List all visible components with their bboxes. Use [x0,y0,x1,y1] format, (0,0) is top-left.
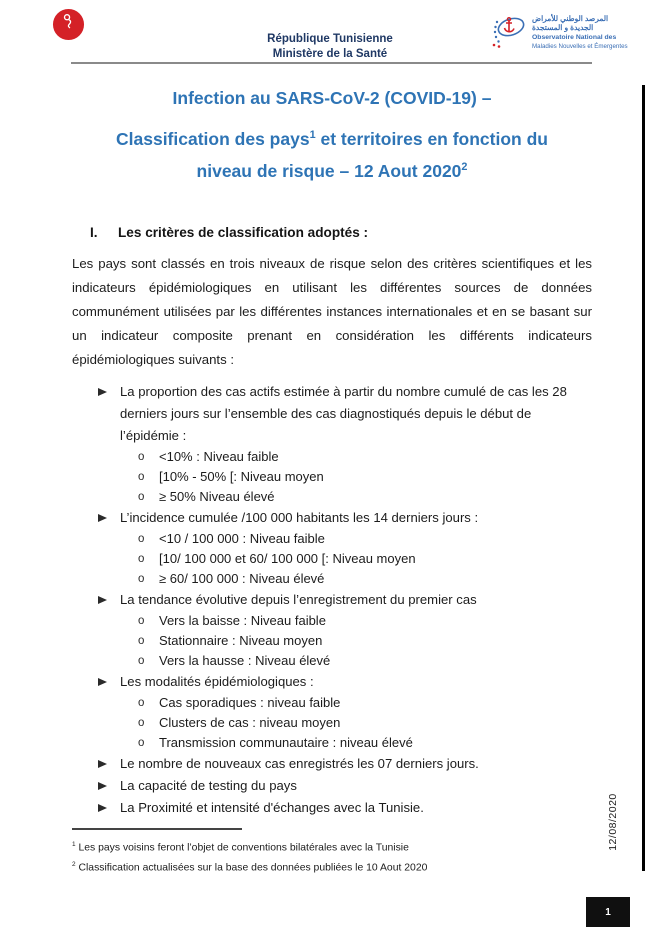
level-text: ≥ 50% Niveau élevé [159,488,275,504]
level-text: [10% - 50% [: Niveau moyen [159,468,324,484]
criterion-item-6 [72,775,592,797]
level-text: <10 / 100 000 : Niveau faible [159,530,325,546]
observatory-arabic-line1: المرصد الوطني للأمراض [532,14,609,23]
criterion-item-4 [72,671,592,693]
circle-bullet-icon: o [138,654,145,667]
arrow-bullet-icon [98,507,120,529]
level-text: ≥ 60/ 100 000 : Niveau élevé [159,570,325,586]
page-number-badge [586,897,630,927]
circle-bullet-icon: o [138,532,145,545]
criterion-item-5 [72,753,592,775]
level-text: Transmission communautaire : niveau élevé [159,734,413,750]
criterion-3-level-1 [72,611,592,631]
level-text: Vers la baisse : Niveau faible [159,612,326,628]
arrow-bullet-icon [98,671,120,693]
observatory-text-block [532,12,628,57]
observatory-french-line2: Maladies Nouvelles et Émergentes [532,42,628,50]
criterion-1-level-3 [72,487,592,507]
footnote-divider [72,828,242,830]
circle-bullet-icon: o [138,450,145,463]
criterion-item-1 [72,381,592,447]
footnote-ref-1: 1 [309,129,316,141]
republic-line: République Tunisienne [267,33,393,45]
circle-bullet-icon: o [138,490,145,503]
circle-bullet-icon: o [138,572,145,585]
title-line-2 [72,121,592,153]
right-border-rule [642,85,645,871]
circle-bullet-icon: o [138,736,145,749]
criterion-item-7 [72,797,592,819]
title-line-2-rest: et territoires en fonction du [315,128,548,149]
footnotes-block [72,828,592,876]
circle-bullet-icon: o [138,716,145,729]
sidebar-date: 12/08/2020 [607,793,619,851]
criterion-1-level-1 [72,447,592,467]
arrow-bullet-icon [98,589,120,611]
page-number: 1 [605,906,611,918]
criterion-4-level-2 [72,713,592,733]
observatory-emblem-icon [490,12,528,57]
criterion-2-level-1 [72,529,592,549]
level-text: Clusters de cas : niveau moyen [159,714,341,730]
document-title [72,84,592,185]
circle-bullet-icon: o [138,634,145,647]
criterion-4-level-3 [72,733,592,753]
footnote-ref-2: 2 [461,160,468,173]
footnote-1-ref: 1 [72,840,76,848]
criterion-item-2 [72,507,592,529]
observatory-french-line1: Observatoire National des [532,34,617,41]
level-text: Stationnaire : Niveau moyen [159,632,323,648]
criterion-text: L’incidence cumulée /100 000 habitants les 14 derniers jours : [120,509,479,525]
title-line-3 [72,153,592,185]
observatory-arabic-line2: الجديدة و المستجدة [532,23,594,32]
criterion-1-level-2 [72,467,592,487]
observatory-logo [490,12,628,57]
arrow-bullet-icon [98,797,120,819]
arrow-bullet-icon [98,753,120,775]
ministry-of-health-logo-icon [52,8,85,46]
footnote-1 [72,836,592,856]
title-line-1: Infection au SARS-CoV-2 (COVID-19) – [172,88,492,108]
criteria-list [72,381,592,819]
circle-bullet-icon: o [138,696,145,709]
level-text: Vers la hausse : Niveau élevé [159,652,331,668]
circle-bullet-icon: o [138,614,145,627]
circle-bullet-icon: o [138,552,145,565]
footnote-1-text: Les pays voisins feront l’objet de conventions bilatérales avec la Tunisie [78,841,409,853]
section-1-heading [72,225,592,240]
footnote-2-text: Classification actualisées sur la base des données publiées le 10 Aout 2020 [78,862,428,874]
criterion-2-level-2 [72,549,592,569]
arrow-bullet-icon [98,381,120,447]
footnote-2-ref: 2 [72,860,76,868]
section-1-title: Les critères de classification adoptés : [118,224,369,240]
circle-bullet-icon: o [138,470,145,483]
title-line-2-text: Classification des pays [116,128,310,149]
level-text: Cas sporadiques : niveau faible [159,694,341,710]
criterion-text: La capacité de testing du pays [120,777,297,793]
ministry-line: Ministère de la Santé [272,47,388,60]
criterion-3-level-2 [72,631,592,651]
criterion-3-level-3 [72,651,592,671]
criterion-text: La tendance évolutive depuis l’enregistrement du premier cas [120,591,477,607]
level-text: [10/ 100 000 et 60/ 100 000 [: Niveau moyen [159,550,416,566]
criterion-text: Les modalités épidémiologiques : [120,673,314,689]
criterion-2-level-3 [72,569,592,589]
section-1-number: I. [90,224,98,240]
arrow-bullet-icon [98,775,120,797]
intro-paragraph: Les pays sont classés en trois niveaux de risque selon des critères scientifiques et les indicateurs épidémiologiques en utilisant les différentes sources de données communément utilisées par les différentes instances internationales et en se basant sur un indicateur composite prenant en considération les différents indicateurs épidémiologiques suivants : [72,255,592,367]
document-body [72,84,592,819]
ministry-header-text [180,32,480,61]
criterion-text: La proportion des cas actifs estimée à partir du nombre cumulé de cas les 28 derniers jours sur l’ensemble des cas diagnostiqués depuis le début de l’épidémie : [120,383,567,443]
footnote-2 [72,856,592,876]
criterion-item-3 [72,589,592,611]
title-line-3-text: niveau de risque – 12 Aout 2020 [196,160,462,181]
criterion-4-level-1 [72,693,592,713]
level-text: <10% : Niveau faible [159,448,279,464]
criterion-text: Le nombre de nouveaux cas enregistrés les 07 derniers jours. [120,755,479,771]
criterion-text: La Proximité et intensité d'échanges avec la Tunisie. [120,799,424,815]
header-divider [71,62,592,64]
